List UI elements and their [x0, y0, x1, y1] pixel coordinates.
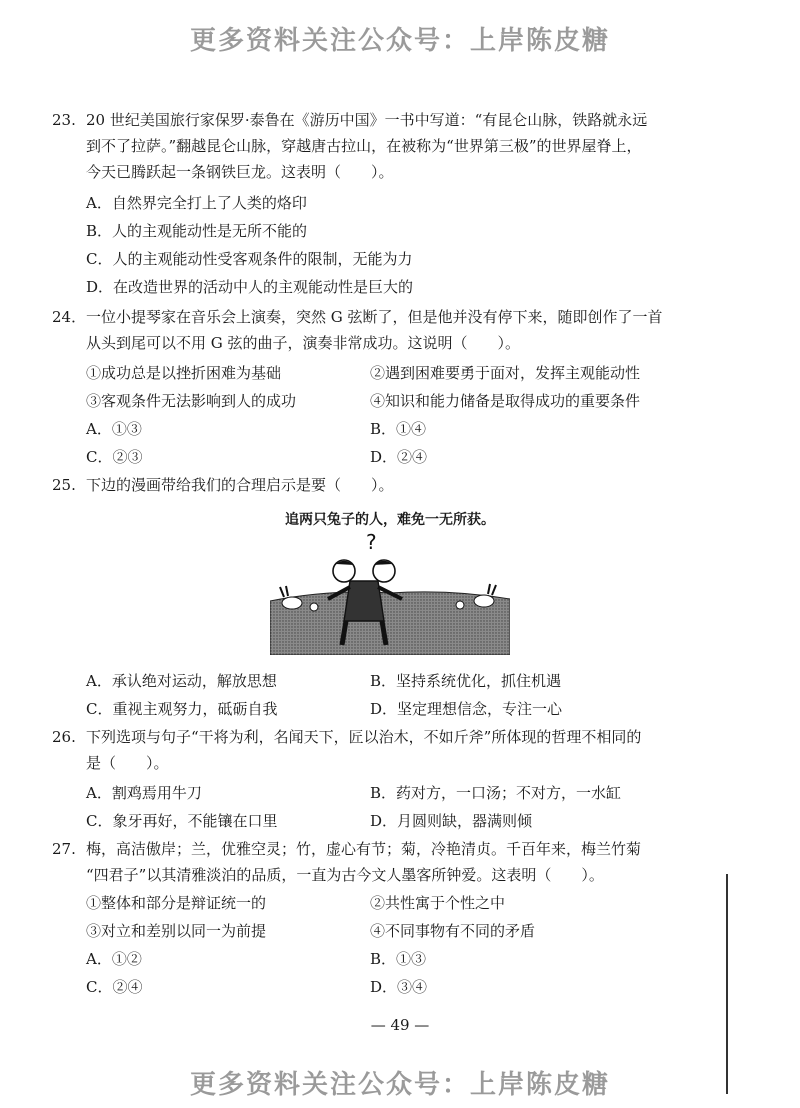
option-a: A．①③	[86, 420, 142, 438]
option-d: D．月圆则缺，器满则倾	[370, 812, 533, 830]
cartoon-image	[270, 509, 510, 655]
scan-edge-line	[726, 874, 728, 1094]
watermark-bottom: 更多资料关注公众号：上岸陈皮糖	[189, 1070, 610, 1100]
question-text-line: 是（ ）。	[86, 754, 169, 772]
question-text-line: 下边的漫画带给我们的合理启示是要（ ）。	[86, 476, 394, 494]
question-text-line: 梅，高洁傲岸；兰，优雅空灵；竹，虚心有节；菊，冷艳清贞。千百年来，梅兰竹菊	[86, 840, 642, 858]
question-number: 27.	[52, 840, 76, 858]
option-a: A．①②	[86, 950, 142, 968]
question-number: 24．	[52, 308, 87, 326]
statement-2: ②遇到困难要勇于面对，发挥主观能动性	[370, 364, 641, 382]
question-number: 25.	[52, 476, 76, 494]
option-b: B．药对方，一口汤；不对方，一水缸	[370, 784, 622, 802]
option-b: B．①③	[370, 950, 427, 968]
svg-text:?: ?	[366, 530, 377, 554]
option-d: D．坚定理想信念，专注一心	[370, 700, 563, 718]
option-a: A．承认绝对运动，解放思想	[86, 672, 277, 690]
option-c: C．人的主观能动性受客观条件的限制，无能为力	[86, 250, 413, 268]
option-c: C．重视主观努力，砥砺自我	[86, 700, 278, 718]
question-number: 23.	[52, 111, 76, 129]
option-d: D．③④	[370, 978, 428, 996]
option-d: D．②④	[370, 448, 428, 466]
option-c: C．②④	[86, 978, 143, 996]
option-d: D．在改造世界的活动中人的主观能动性是巨大的	[86, 278, 414, 296]
statement-4: ④不同事物有不同的矛盾	[370, 922, 536, 940]
question-text-line: 下列选项与句子“干将为利，名闻天下，匠以治木，不如斤斧”所体现的哲理不相同的	[86, 728, 642, 746]
question-text-line: “四君子”以其清雅淡泊的品质，一直为古今文人墨客所钟爱。这表明（ ）。	[86, 866, 604, 884]
option-c: C．象牙再好，不能镶在口里	[86, 812, 278, 830]
question-text-line: 从头到尾可以不用 G 弦的曲子，演奏非常成功。这说明（ ）。	[86, 334, 521, 352]
option-b: B．坚持系统优化，抓住机遇	[370, 672, 562, 690]
statement-3: ③对立和差别以同一为前提	[86, 922, 267, 940]
question-text-line: 20 世纪美国旅行家保罗·泰鲁在《游历中国》一书中写道：“有昆仑山脉，铁路就永远	[86, 111, 648, 129]
statement-1: ①整体和部分是辩证统一的	[86, 894, 267, 912]
question-text-line: 一位小提琴家在音乐会上演奏，突然 G 弦断了，但是他并没有停下来，随即创作了一首	[86, 308, 663, 326]
question-text-line: 到不了拉萨。”翻越昆仑山脉，穿越唐古拉山，在被称为“世界第三极”的世界屋脊上，	[86, 137, 642, 155]
cartoon-caption: 追两只兔子的人，难免一无所获。	[285, 512, 495, 528]
option-b: B．人的主观能动性是无所不能的	[86, 222, 308, 240]
option-b: B．①④	[370, 420, 427, 438]
question-number: 26.	[52, 728, 76, 746]
page-number: — 49 —	[370, 1016, 430, 1034]
cartoon-illustration	[270, 509, 510, 655]
statement-1: ①成功总是以挫折困难为基础	[86, 364, 282, 382]
statement-3: ③客观条件无法影响到人的成功	[86, 392, 297, 410]
watermark-top: 更多资料关注公众号：上岸陈皮糖	[189, 26, 610, 56]
option-c: C．②③	[86, 448, 143, 466]
option-a: A．割鸡焉用牛刀	[86, 784, 202, 802]
question-text-line: 今天已腾跃起一条钢铁巨龙。这表明（ ）。	[86, 163, 394, 181]
option-a: A．自然界完全打上了人类的烙印	[86, 194, 307, 212]
statement-4: ④知识和能力储备是取得成功的重要条件	[370, 392, 641, 410]
statement-2: ②共性寓于个性之中	[370, 894, 506, 912]
